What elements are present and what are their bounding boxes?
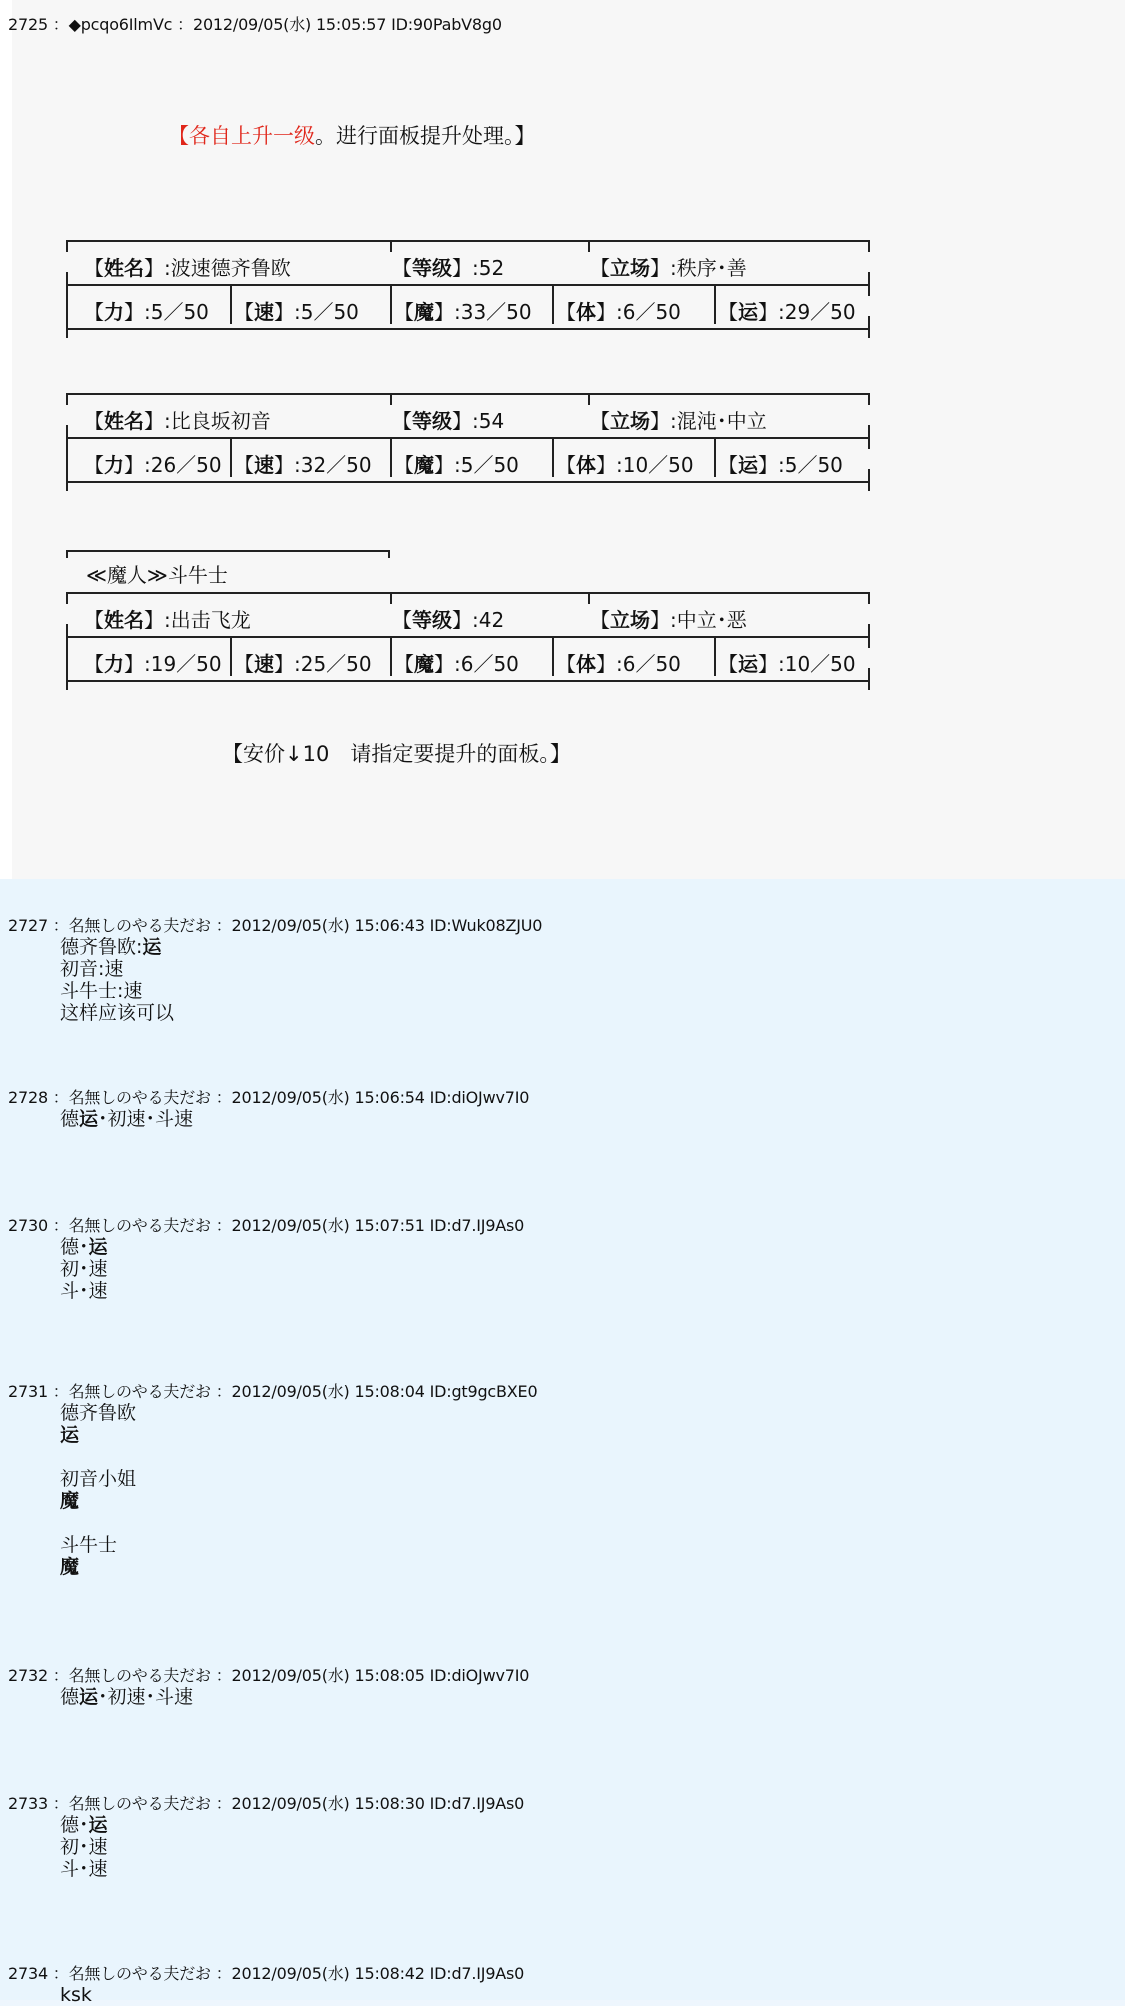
panel-top-rule xyxy=(66,240,870,242)
post-body xyxy=(60,1236,524,1302)
panel-stat: 【速】:5／50 xyxy=(234,300,359,324)
panel-stat-divider xyxy=(230,284,232,324)
panel-stat: 【魔】:6／50 xyxy=(394,652,519,676)
panel-divider xyxy=(588,592,590,604)
panel-level: 【等级】:54 xyxy=(392,409,505,433)
post-line: 斗･速 xyxy=(60,1858,108,1880)
panel-side xyxy=(868,668,870,690)
panel-side xyxy=(66,437,68,491)
panel-alignment: 【立场】:中立･恶 xyxy=(590,608,747,632)
panel-stat-divider xyxy=(552,437,554,477)
panel-mid-rule xyxy=(66,284,870,286)
post-header: 2725 ：◆pcqo6IlmVc ：2012/09/05(水) 15:05:57 ID:90PabV8g0 xyxy=(8,15,502,34)
post-line: 初音:速 xyxy=(60,958,124,980)
panel-divider xyxy=(588,240,590,252)
panel-level: 【等级】:52 xyxy=(392,256,505,280)
panel-stat: 【运】:29／50 xyxy=(718,300,856,324)
post-line: 初･速 xyxy=(60,1258,108,1280)
panel-alignment: 【立场】:秩序･善 xyxy=(590,256,747,280)
panel-stat: 【魔】:5／50 xyxy=(394,453,519,477)
panel-stat-divider xyxy=(714,636,716,676)
post-body xyxy=(60,1686,529,1708)
panel-alignment: 【立场】:混沌･中立 xyxy=(590,409,767,433)
panel-divider xyxy=(390,592,392,604)
panel-stat: 【力】:26／50 xyxy=(84,453,222,477)
panel-divider xyxy=(390,393,392,405)
reply-post xyxy=(8,1085,529,1130)
panel-title-tick xyxy=(66,550,68,558)
panel-side xyxy=(868,316,870,338)
post-line: 德･运 xyxy=(60,1814,108,1836)
panel-stat: 【魔】:33／50 xyxy=(394,300,532,324)
panel-stat: 【体】:10／50 xyxy=(556,453,694,477)
panel-side xyxy=(868,469,870,491)
post-line: 德运･初速･斗速 xyxy=(60,1686,194,1708)
panel-stat-divider xyxy=(230,437,232,477)
post-header: 2733 ：名無しのやる夫だお ：2012/09/05(水) 15:08:30 ID:d7.IJ9As0 xyxy=(8,1794,525,1813)
panel-mid-rule xyxy=(66,636,870,638)
post-line: 魔 xyxy=(60,1490,80,1512)
intro-line xyxy=(168,120,536,150)
panel-stat: 【速】:25／50 xyxy=(234,652,372,676)
post-line: ksk xyxy=(60,1984,92,2006)
post-body xyxy=(60,936,542,1024)
footer-line: 【安价↓10 请指定要提升的面板。】 xyxy=(222,742,571,766)
post-header: 2727 ：名無しのやる夫だお ：2012/09/05(水) 15:06:43 ID:Wuk08ZJU0 xyxy=(8,916,543,935)
panel-corner xyxy=(66,592,68,604)
panel-corner xyxy=(868,393,870,405)
reply-post xyxy=(8,1663,529,1708)
post-line: 魔 xyxy=(60,1556,80,1578)
panel-side xyxy=(868,425,870,449)
post-line: 斗牛士 xyxy=(60,1534,118,1556)
panel-stat: 【运】:5／50 xyxy=(718,453,843,477)
reply-post xyxy=(8,913,542,1024)
post-line xyxy=(60,1512,537,1534)
post-body xyxy=(60,1402,537,1578)
panel-stat: 【体】:6／50 xyxy=(556,652,681,676)
panel-name: 【姓名】:比良坂初音 xyxy=(84,409,271,433)
panel-stat-divider xyxy=(390,437,392,477)
post-line: 斗･速 xyxy=(60,1280,108,1302)
panel-title: ≪魔人≫斗牛士 xyxy=(86,563,228,587)
post-header: 2731 ：名無しのやる夫だお ：2012/09/05(水) 15:08:04 ID:gt9gcBXE0 xyxy=(8,1382,538,1401)
panel-name: 【姓名】:出击飞龙 xyxy=(84,608,251,632)
panel-stat-divider xyxy=(552,636,554,676)
post-line xyxy=(60,1446,537,1468)
replies-area xyxy=(0,879,1125,2006)
post-line: 初音小姐 xyxy=(60,1468,137,1490)
panel-stat-divider xyxy=(230,636,232,676)
panel-stat-divider xyxy=(390,284,392,324)
panel-bottom-rule xyxy=(66,680,870,682)
panel-divider xyxy=(390,240,392,252)
post-body xyxy=(60,1814,524,1880)
panel-title-tick xyxy=(388,550,390,558)
panel-name: 【姓名】:波速德齐鲁欧 xyxy=(84,256,291,280)
post-line: 初･速 xyxy=(60,1836,108,1858)
panel-level: 【等级】:42 xyxy=(392,608,505,632)
panel-stat: 【体】:6／50 xyxy=(556,300,681,324)
panel-stat-divider xyxy=(714,284,716,324)
panel-mid-rule xyxy=(66,437,870,439)
post-header: 2732 ：名無しのやる夫だお ：2012/09/05(水) 15:08:05 ID:diOJwv7I0 xyxy=(8,1666,530,1685)
panel-stat: 【速】:32／50 xyxy=(234,453,372,477)
panel-stat: 【力】:5／50 xyxy=(84,300,209,324)
post-line: 斗牛士:速 xyxy=(60,980,143,1002)
post-body xyxy=(60,1984,524,2006)
reply-post xyxy=(8,1379,537,1578)
panel-bottom-rule xyxy=(66,328,870,330)
panel-stat: 【运】:10／50 xyxy=(718,652,856,676)
reply-post xyxy=(8,1213,524,1302)
panel-side xyxy=(868,272,870,296)
post-line: 德运･初速･斗速 xyxy=(60,1108,194,1130)
post-line: 运 xyxy=(60,1424,80,1446)
panel-corner xyxy=(868,240,870,252)
post-header: 2728 ：名無しのやる夫だお ：2012/09/05(水) 15:06:54 ID:diOJwv7I0 xyxy=(8,1088,530,1107)
intro-red-text: 【各自上升一级 xyxy=(168,124,315,148)
panel-bottom-rule xyxy=(66,481,870,483)
intro-rest-text: 。进行面板提升处理。】 xyxy=(315,124,536,148)
panel-side xyxy=(66,284,68,338)
post-line: 德齐鲁欧 xyxy=(60,1402,137,1424)
panel-top-rule xyxy=(66,393,870,395)
panel-divider xyxy=(588,393,590,405)
post-line: 德齐鲁欧:运 xyxy=(60,936,162,958)
post-header: 2730 ：名無しのやる夫だお ：2012/09/05(水) 15:07:51 ID:d7.IJ9As0 xyxy=(8,1216,525,1235)
panel-stat-divider xyxy=(390,636,392,676)
panel-corner xyxy=(868,592,870,604)
op-post xyxy=(0,0,1125,879)
panel-top-rule xyxy=(66,592,870,594)
panel-corner xyxy=(66,393,68,405)
panel-side xyxy=(868,624,870,648)
panel-stat-divider xyxy=(714,437,716,477)
panel-corner xyxy=(66,240,68,252)
panel-side xyxy=(66,636,68,690)
panel-title-rule xyxy=(66,550,390,552)
left-margin xyxy=(0,0,12,879)
reply-post xyxy=(8,1961,524,2006)
post-line: 德･运 xyxy=(60,1236,108,1258)
panel-stat-divider xyxy=(552,284,554,324)
reply-post xyxy=(8,1791,524,1880)
post-line: 这样应该可以 xyxy=(60,1002,175,1024)
post-body xyxy=(60,1108,529,1130)
post-header: 2734 ：名無しのやる夫だお ：2012/09/05(水) 15:08:42 ID:d7.IJ9As0 xyxy=(8,1964,525,1983)
panel-stat: 【力】:19／50 xyxy=(84,652,222,676)
